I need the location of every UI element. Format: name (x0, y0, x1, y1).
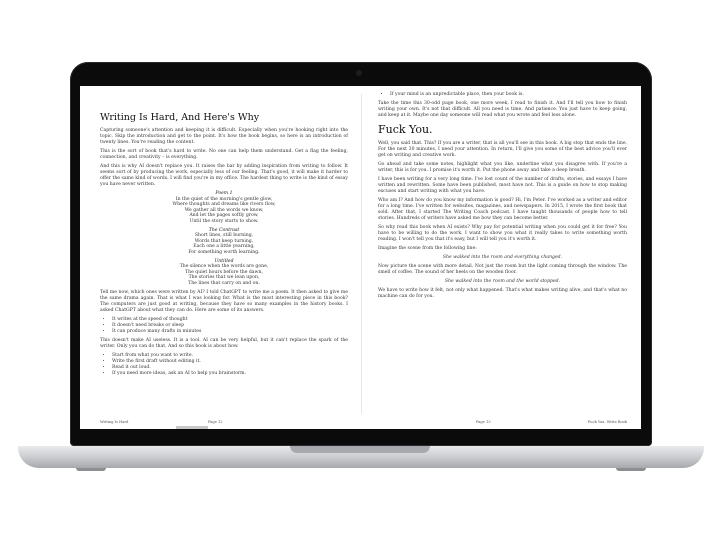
poem-title: Untitled (214, 258, 234, 264)
poem-line: Words that keep turning, (194, 238, 254, 244)
poem-line: The stories that we lean upon, (188, 275, 260, 281)
paragraph: Now picture the scene with more detail. Not just the room but the light coming through the window. The smell of coffee. The sound of her heels on the wooden floor. (378, 264, 627, 275)
poem-line: Where thoughts and dreams like rivers flow, (172, 202, 276, 208)
list-item: • It can produce many drafts in minutes (112, 329, 348, 335)
poem-line: In the quiet of the morning's gentle glow, (175, 196, 273, 202)
list-item: • If your mind is an unpredictable place, then your book is. (390, 92, 627, 98)
paragraph: This is the sort of book that's hard to write. No one can help them understand. Get a flag the feeling, connection, and creativity – is everything. (100, 149, 348, 160)
paragraph: Who am I? And how do you know my information is good? Hi, I'm Peter. I've worked as a writer and editor for a long time. I've written for websites, magazines, and newspapers. In 2015, I wrote the first book that sold. After that, I started The Writing Coach podcast. I have taught thousands of people how to tell stories. Hundreds of writers have asked me how they can become better. (378, 198, 627, 221)
right-page (364, 86, 641, 429)
laptop-foot (616, 468, 646, 471)
bullet-list (100, 317, 348, 335)
list-item: • Write the first draft without editing it. (112, 359, 348, 365)
poem-line: Each one a little yearning, (193, 244, 255, 250)
trackpad-notch (290, 446, 430, 453)
paragraph: So why read this book when AI exists? Why pay for potential writing when you could get it for free? You have to be willing to do the work. I want to show you what it really takes to write something worth reading. I won't tell you that it's easy, but I will tell you it's worth it. (378, 225, 627, 242)
quote: She walked into the room and everything changed. (442, 255, 563, 260)
poem-line: And let the pages softly grow, (189, 213, 259, 219)
paragraph: Well, you said that. This? If you are a writer, that is all you'll see in this book. A big stop that ends the line. For the next 30 minutes, I need your attention. In return, I'll give you some of the best advice you'll ever get on writing and creative work. (378, 141, 627, 158)
laptop-base (18, 446, 704, 468)
camera-icon (356, 70, 362, 76)
footer-left: Writing Is Hard (100, 420, 129, 424)
page-number: Page 12 (208, 420, 223, 424)
laptop-foot (76, 468, 106, 471)
list-item: • It writes at the speed of thought (112, 317, 348, 323)
poem-title: Poem 1 (215, 191, 233, 196)
list-item: • Read it out loud. (112, 365, 348, 371)
poem-line: The silence when the words are gone, (179, 264, 269, 270)
poem-3 (100, 259, 348, 287)
poem-line: The quiet hours before the dawn, (185, 269, 263, 275)
page-divider (361, 94, 362, 414)
bullet-list (100, 353, 348, 377)
paragraph: This doesn't make AI useless. It is a tool. AI can be very helpful, but it can't replace the spark of the writer. Only you can do that. And so this book is about how. (100, 337, 348, 349)
list-item: • Start from what you want to write. (112, 353, 348, 359)
paragraph: Go ahead and take some notes, highlight what you like, underline what you disagree with. If you're a writer, this is for you. I promise it's worth it. Put the phone away and take a deep breath. (378, 162, 627, 173)
bullet-list (378, 92, 627, 98)
poem-line: We gather all the words we know, (184, 207, 264, 213)
quote: She walked into the room and the world stopped. (444, 279, 561, 284)
poem-line: For something worth learning. (188, 249, 260, 255)
footer-right: Fuck You, Write Book (587, 420, 627, 424)
paragraph: Tell me now, which ones were written by AI? I told ChatGPT to write me a poem. It then asked to give me the same drama again. That is what I was looking for. What is the most interesting piece in this book? The computers are just good at writing, because they have so many examples in the history books. I asked ChatGPT about what they can do. Here are some of its answers. (100, 289, 348, 313)
laptop-lid (70, 62, 652, 446)
paragraph: Imagine the scene from the following line: (378, 246, 477, 251)
paragraph: And this is why AI doesn't replace you. It raises the bar by adding inspiration from writing to follow. It seems sort of by producing the work, especially less of our feeling. That's good, it will make it harder to offer the same kind of words. I will find you're in my office. The hardest thing to write is the kind of essay you have never written. (100, 164, 348, 187)
chapter-title: Writing Is Hard, And Here's Why (100, 112, 260, 123)
paragraph: I have been writing for a very long time. I've lost count of the number of drafts, stories, and essays I have written and rewritten. Some have been published, most have not. This is a guide on how to stop making excuses and start writing with what you have. (378, 177, 627, 194)
poem-title: The Contrast (208, 227, 240, 233)
scrollbar-thumb[interactable] (176, 426, 208, 429)
laptop (70, 62, 652, 454)
page-number: Page 13 (476, 420, 491, 424)
poem-line: The lines that carry on and on. (188, 280, 260, 286)
poem-line: Until the story starts to show. (189, 218, 259, 224)
list-item: • It doesn't need breaks or sleep (112, 323, 348, 329)
list-item: • If you need more ideas, ask an AI to help you brainstorm. (112, 371, 348, 377)
laptop-screen (80, 86, 641, 429)
paragraph: Take the time this 30-odd page book, one more week, I read to finish it. And I'll tell you how to finish writing your own. It's not that difficult. All you need is time. And patience. You just have to keep going, and keep at it. Maybe one day someone will read what you wrote and feel less alone. (378, 101, 627, 118)
poem-2 (100, 228, 348, 256)
left-page (80, 86, 360, 429)
poem-1 (100, 191, 348, 225)
section-heading: Fuck You. (378, 123, 433, 136)
paragraph: We have to write how it felt, not only what happened. That's what makes writing alive, and that's what no machine can do for you. (378, 288, 627, 299)
poem-line: Short lines, still burning, (194, 233, 254, 239)
paragraph: Capturing someone's attention and keeping it is difficult. Especially when you're hooking right into the topic. Skip the introduction and get to the point. It's how the book begins, so here is an introduction of twenty lines. You're reading the content. (100, 128, 348, 145)
